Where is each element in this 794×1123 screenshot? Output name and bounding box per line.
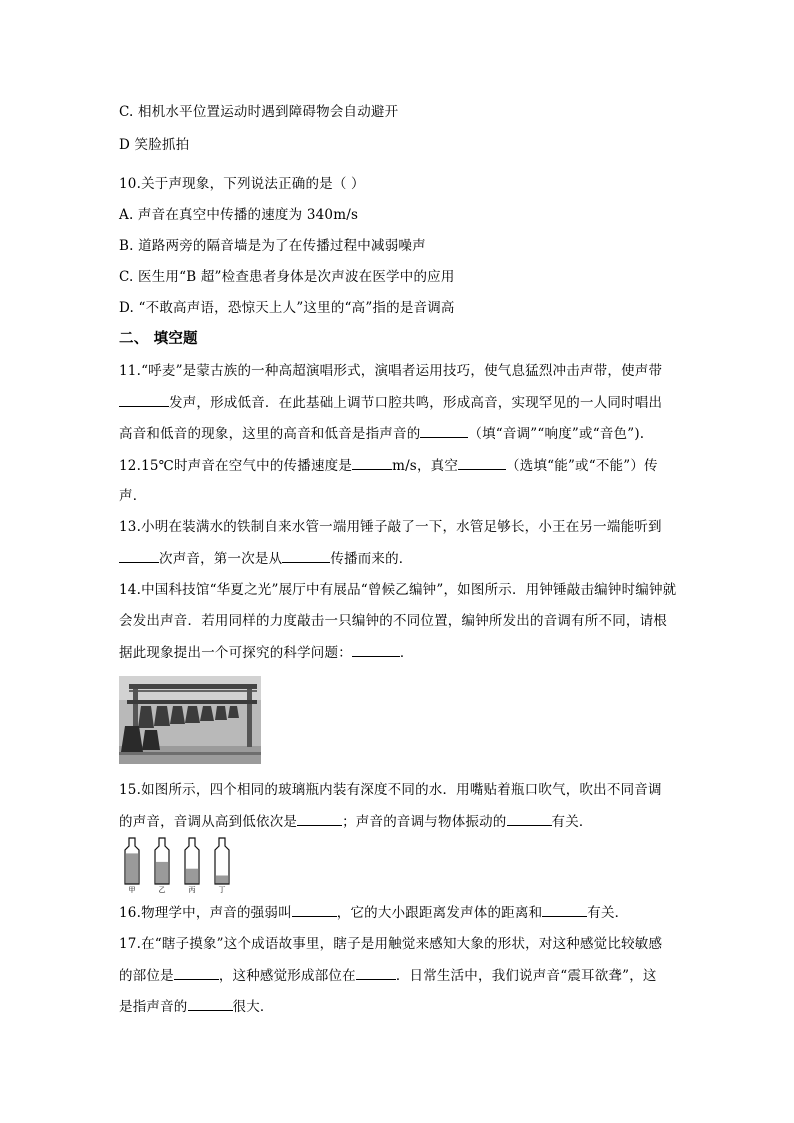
question-12-line-2: 声． (119, 488, 147, 504)
question-17-line-1: 17.在“瞎子摸象”这个成语故事里，瞎子是用触觉来感知大象的形状，对这种感觉比较敏感 (119, 936, 663, 952)
option-c-line: C. 相机水平位置运动时遇到障碍物会自动避开 (119, 104, 399, 120)
question-10-option-d: D. “不敢高声语，恐惊天上人”这里的“高”指的是音调高 (119, 300, 455, 316)
bottle-water (216, 876, 228, 885)
bottle-water (156, 862, 168, 884)
answer-blank (119, 550, 159, 563)
answer-blank (292, 904, 337, 917)
question-17-line-2: 的部位是 ，这种感觉形成部位在 ．日常生活中，我们说声音“震耳欲聋”，这 (119, 968, 657, 984)
question-15-line-1: 15.如图所示，四个相同的玻璃瓶内装有深度不同的水．用嘴贴着瓶口吹气，吹出不同音调 (119, 782, 662, 798)
answer-blank (174, 967, 219, 980)
bottle (125, 838, 139, 894)
bottle (155, 838, 169, 894)
bottle-water (186, 869, 198, 884)
question-10-option-c: C. 医生用“B 超”检查患者身体是次声波在医学中的应用 (119, 269, 455, 285)
answer-blank (188, 998, 233, 1011)
question-16: 16.物理学中，声音的强弱叫 ，它的大小跟距离发声体的距离和 有关． (119, 905, 629, 921)
question-11-line-2: 发声，形成低音．在此基础上调节口腔共鸣，形成高音，实现罕见的一人同时唱出 (119, 394, 662, 411)
question-10-option-b: B. 道路两旁的隔音墙是为了在传播过程中减弱噪声 (119, 238, 426, 254)
question-11-line-3: 高音和低音的现象，这里的高音和低音是指声音的 （填“音调”“响度”或“音色”). (119, 426, 645, 442)
bottle (215, 838, 229, 894)
bianzhong-bells-photo (119, 676, 261, 764)
question-13-line-2: 次声音，第一次是从 传播而来的． (119, 550, 413, 567)
bottle-water (126, 853, 138, 884)
answer-blank (507, 813, 552, 826)
bottle-label: 丙 (188, 886, 196, 894)
answer-blank (352, 457, 392, 470)
question-11-line-1: 11.“呼麦”是蒙古族的一种高超演唱形式，演唱者运用技巧，使气息猛烈冲击声带，使声带 (119, 363, 663, 379)
question-12-line-1: 12.15℃时声音在空气中的传播速度是 m/s，真空 （选填“能”或“不能”）传 (119, 458, 658, 474)
answer-blank (420, 425, 468, 438)
section-heading: 二、 填空题 (119, 330, 198, 347)
answer-blank (542, 904, 587, 917)
bottle (185, 838, 199, 894)
answer-blank (352, 644, 400, 657)
bottle-label: 甲 (128, 886, 136, 894)
question-10: 10.关于声现象，下列说法正确的是（ ） (119, 176, 365, 192)
water-bottles-figure (119, 836, 231, 894)
answer-blank (458, 457, 506, 470)
question-13-line-1: 13.小明在装满水的铁制自来水管一端用锤子敲了一下，水管足够长，小王在另一端能听到 (119, 519, 662, 535)
question-14-line-2: 会发出声音．若用同样的力度敲击一只编钟的不同位置，编钟所发出的音调有所不同，请根 (119, 613, 667, 629)
answer-blank (297, 813, 342, 826)
option-d-line: D 笑脸抓拍 (119, 137, 190, 153)
bottle-label: 乙 (158, 886, 166, 894)
answer-blank (356, 967, 396, 980)
question-14-line-1: 14.中国科技馆“华夏之光”展厅中有展品“曾候乙编钟”，如图所示．用钟锤敲击编钟时编钟就 (119, 582, 677, 598)
question-14-line-3: 据此现象提出一个可探究的科学问题： ． (119, 645, 414, 661)
answer-blank (282, 550, 330, 563)
question-17-line-3: 是指声音的 很大． (119, 999, 274, 1015)
question-15-line-2: 的声音，音调从高到低依次是 ；声音的音调与物体振动的 有关． (119, 814, 593, 830)
question-10-option-a: A. 声音在真空中传播的速度为 340m/s (119, 207, 359, 223)
answer-blank (119, 394, 169, 407)
bottle-label: 丁 (218, 886, 226, 894)
